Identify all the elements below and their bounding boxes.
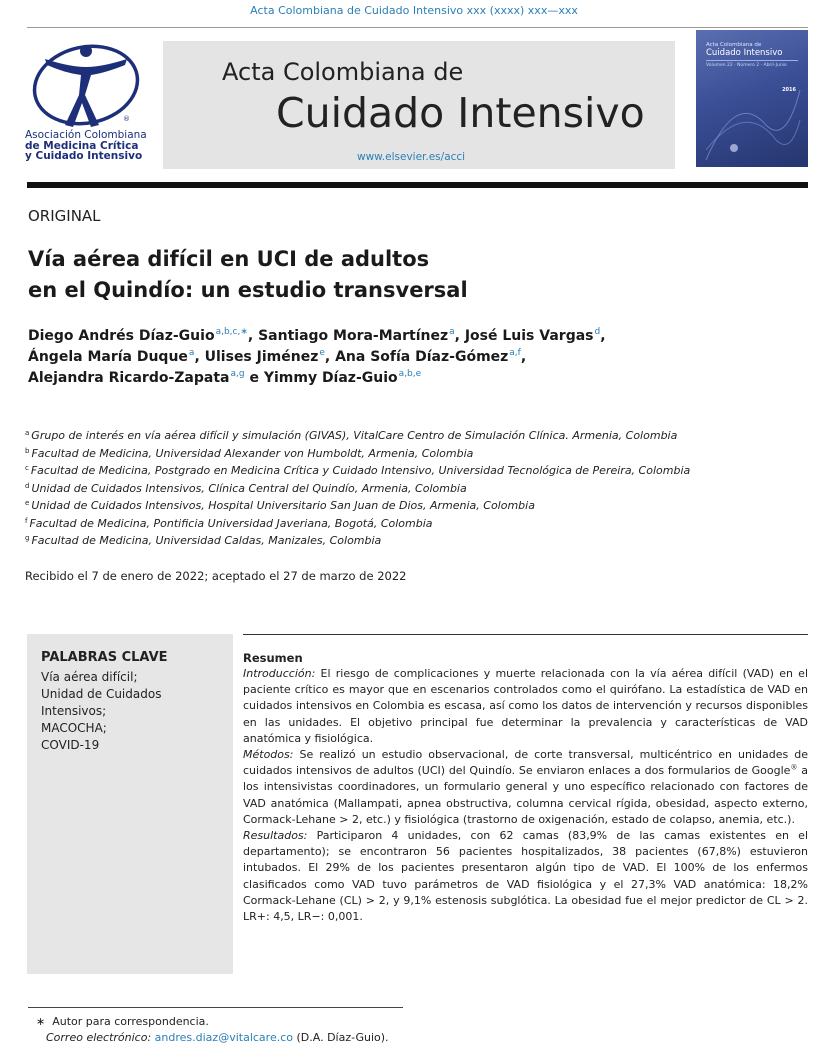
affiliation-key: f: [25, 516, 28, 525]
author-line: [28, 326, 808, 347]
affiliation-item: [25, 462, 815, 480]
affiliation-item: [25, 480, 815, 498]
society-name: [25, 130, 155, 162]
affiliation-item: [25, 445, 815, 463]
svg-text:®: ®: [123, 115, 130, 123]
email-suffix: (D.A. Díaz-Guio).: [296, 1031, 389, 1044]
society-logo-icon: [25, 37, 147, 132]
section-label: ORIGINAL: [28, 207, 101, 225]
affiliation-item: [25, 497, 815, 515]
header-divider: [27, 27, 808, 28]
keyword-item: COVID-19: [41, 738, 100, 752]
author-separator: ,: [454, 328, 465, 344]
abstract-paragraph: a los intensivistas coordinadores, un formulario general y uno específico relacionado con factores de VAD anatómica (Mallampati, apnea obstructiva, columna cervical rígida, obesidad, aspecto externo, Cormack-Lehane > 2, etc.) y fisiológica (trastorno de oxigenación, estado de colapso, anemia, etc.).: [243, 764, 808, 826]
email-label: Correo electrónico:: [46, 1031, 152, 1044]
author-separator: ,: [600, 328, 606, 344]
article-title-line: Vía aérea difícil en UCI de adultos: [28, 247, 430, 271]
footnote-mark: ∗: [36, 1015, 46, 1028]
society-name-line: Asociación Colombiana: [25, 129, 147, 141]
author-line: [28, 368, 808, 389]
author-affiliation-link[interactable]: a,b,c,∗: [215, 327, 248, 337]
article-title: [28, 244, 588, 306]
footnote-rule: [28, 1007, 403, 1008]
author-line: [28, 347, 808, 368]
journal-reference-link[interactable]: Acta Colombiana de Cuidado Intensivo xxx (xxxx) xxx—xxx: [250, 4, 578, 17]
author-affiliation-link[interactable]: a: [449, 327, 455, 337]
affiliation-text: Facultad de Medicina, Pontificia Universidad Javeriana, Bogotá, Colombia: [29, 516, 433, 530]
abstract-paragraph: Se realizó un estudio observacional, de corte transversal, multicéntrico en unidades de cuidados intensivos de adultos (UCI) del Quindío. Se enviaron enlaces a dos formularios de Google: [243, 748, 808, 778]
affiliation-key: d: [25, 481, 30, 490]
author-separator: ,: [247, 328, 259, 344]
footnote-text: Autor para correspondencia.: [52, 1015, 209, 1028]
affiliation-key: a: [25, 429, 30, 437]
abstract-title: Resumen: [243, 651, 303, 665]
abstract-paragraph: Participaron 4 unidades, con 62 camas (83,9% de las camas existentes en el departamento); se encontraron 56 pacientes hospitalizados, 38 pacientes (67,8%) estuvieron intubados. El 29% de los pacientes presentaron algún tipo de VAD. El 100% de los enfermos clasificados como VAD tuvo parámetros de VAD fisiológica y el 27,3% VAD anatómica: 18,2% Cormack-Lehane (CL) > 2, y 9,1% estenosis subglótica. La obesidad fue el mejor predictor de CL > 2. LR+: 4,5, LR−: 0,001.: [243, 829, 808, 924]
abstract-methods: [243, 747, 808, 828]
keywords-title: PALABRAS CLAVE: [41, 650, 168, 665]
author-name: José Luis Vargas: [464, 328, 594, 344]
affiliation-text: Facultad de Medicina, Postgrado en Medicina Crítica y Cuidado Intensivo, Universidad Tecnológica de Pereira, Colombia: [30, 464, 691, 477]
abstract-paragraph: El riesgo de complicaciones y muerte relacionada con la vía aérea difícil (VAD) en el paciente crítico es mayor que en escenarios controlados como el quirófano. La estadística de VAD en cuidados intensivos en Colombia es escasa, así como los datos de intervención y recursos disponibles en las unidades. El objetivo principal fue determinar la prevalencia y características de VAD anatómica y fisiológica.: [243, 667, 809, 745]
affiliation-text: Facultad de Medicina, Universidad Alexander von Humboldt, Armenia, Colombia: [31, 446, 474, 460]
author-affiliation-link[interactable]: a,f: [509, 348, 521, 358]
affiliation-item: [25, 515, 815, 533]
affiliation-key: e: [25, 499, 30, 507]
corresponding-author-note: [36, 1015, 209, 1028]
abstract-body: [243, 666, 808, 925]
affiliation-key: b: [25, 446, 30, 455]
affiliation-key: g: [25, 534, 30, 542]
author-name: Alejandra Ricardo-Zapata: [28, 370, 230, 386]
cover-issue-info: Volumen 22 · Número 2 · Abril-Junio: [706, 63, 787, 68]
author-name: Santiago Mora-Martínez: [258, 328, 449, 344]
abstract-results: [243, 828, 808, 925]
author-affiliation-link[interactable]: a,g: [230, 369, 245, 379]
cover-title-line2: Cuidado Intensivo: [706, 48, 783, 58]
author-affiliation-link[interactable]: d: [594, 327, 601, 337]
abstract-label: Introducción:: [243, 667, 316, 680]
abstract-label: Resultados:: [243, 829, 308, 843]
keywords-list: [41, 669, 221, 754]
author-name: Yimmy Díaz-Guio: [263, 370, 398, 386]
affiliation-text: Facultad de Medicina, Universidad Caldas, Manizales, Colombia: [31, 534, 382, 547]
author-affiliation-link[interactable]: e: [319, 348, 325, 358]
affiliation-key: c: [25, 464, 29, 472]
author-separator: ,: [324, 349, 336, 365]
abstract-top-rule: [243, 634, 808, 635]
header-thick-rule: [27, 182, 808, 188]
author-affiliation-link[interactable]: a: [188, 348, 195, 358]
abstract-label: Métodos:: [243, 748, 294, 762]
cover-year: 2016: [782, 87, 796, 93]
received-dates: Recibido el 7 de enero de 2022; aceptado el 27 de marzo de 2022: [25, 569, 407, 583]
author-separator: ,: [194, 349, 205, 365]
society-name-line: de Medicina Crítica: [25, 139, 139, 152]
email-note: [46, 1031, 389, 1044]
affiliation-item: [25, 532, 815, 550]
journal-title-line2: Cuidado Intensivo: [276, 89, 645, 137]
author-name: Ulises Jiménez: [204, 349, 319, 365]
affiliation-item: [25, 427, 815, 445]
article-title-line: en el Quindío: un estudio transversal: [28, 278, 468, 302]
affiliation-text: Unidad de Cuidados Intensivos, Clínica Central del Quindío, Armenia, Colombia: [31, 481, 467, 495]
registered-mark: ®: [790, 763, 798, 772]
cover-artwork-icon: [696, 30, 808, 167]
cover-title-line1: Acta Colombiana de: [706, 42, 762, 48]
society-name-line: y Cuidado Intensivo: [25, 150, 143, 162]
journal-cover-image: [696, 30, 808, 167]
keyword-item: Intensivos;: [41, 704, 107, 718]
journal-title-line1: Acta Colombiana de: [222, 58, 464, 86]
author-list: [28, 326, 808, 389]
author-name: Ana Sofía Díaz-Gómez: [335, 349, 509, 365]
author-separator: ,: [520, 349, 527, 365]
keyword-item: Vía aérea difícil;: [41, 670, 138, 684]
affiliation-text: Unidad de Cuidados Intensivos, Hospital Universitario San Juan de Dios, Armenia, Colombia: [31, 499, 535, 512]
affiliation-text: Grupo de interés en vía aérea difícil y simulación (GIVAS), VitalCare Centro de Simulación Clínica. Armenia, Colombia: [31, 429, 678, 442]
email-link[interactable]: andres.diaz@vitalcare.co: [154, 1031, 293, 1044]
author-separator: e: [244, 370, 264, 386]
keyword-item: Unidad de Cuidados: [41, 687, 162, 701]
author-name: Diego Andrés Díaz-Guio: [28, 328, 215, 344]
keyword-item: MACOCHA;: [41, 721, 107, 735]
abstract-introduction: [243, 666, 808, 747]
author-name: Ángela María Duque: [28, 349, 188, 365]
affiliations-list: [25, 427, 815, 550]
journal-url-link[interactable]: www.elsevier.es/acci: [357, 151, 466, 163]
author-affiliation-link[interactable]: a,b,e: [398, 369, 422, 379]
